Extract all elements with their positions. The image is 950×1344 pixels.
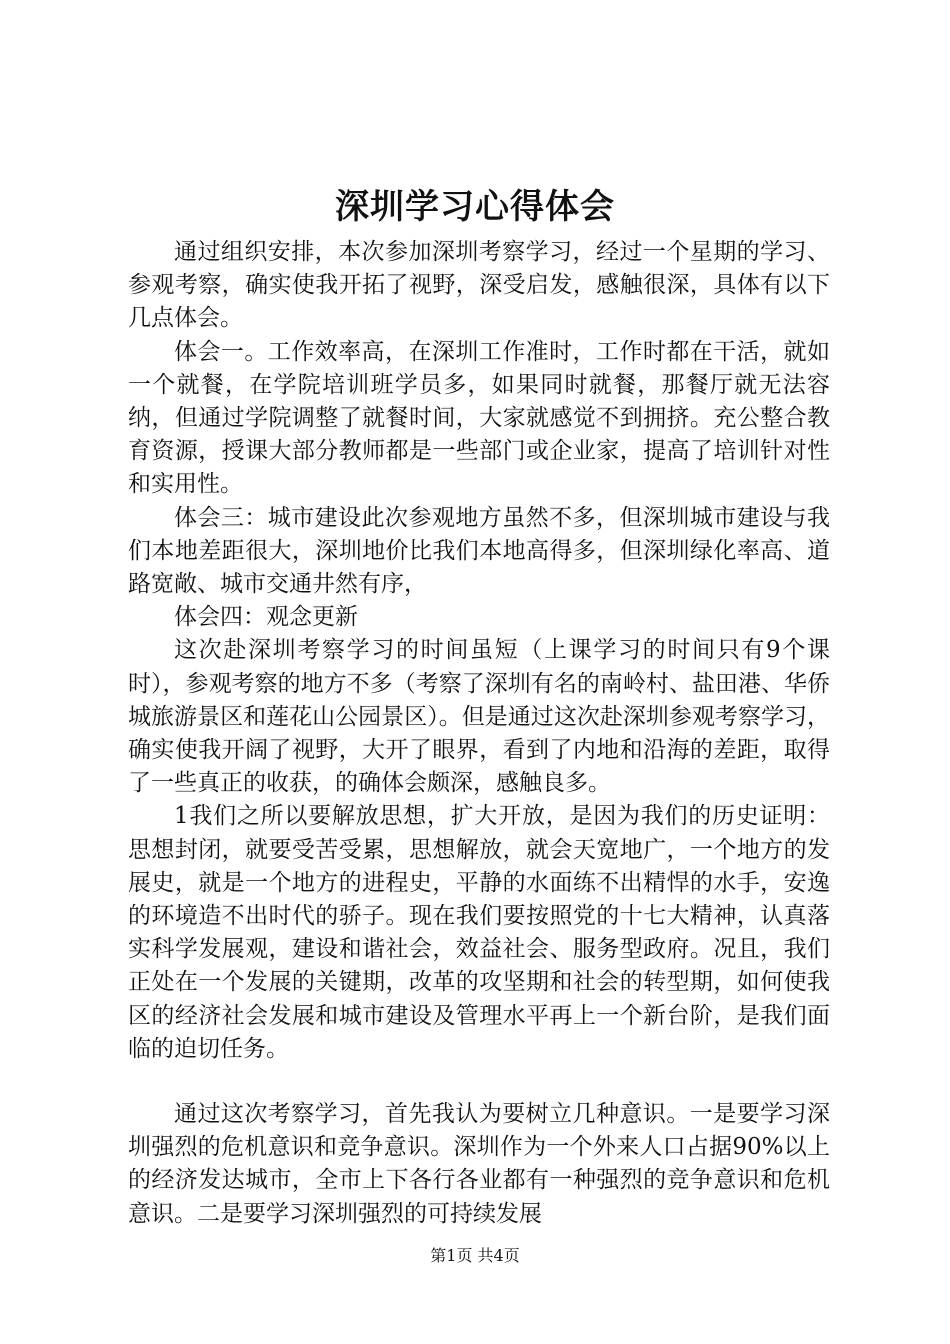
paragraph-point-one: 1我们之所以要解放思想，扩大开放，是因为我们的历史证明：思想封闭，就要受苦受累，思想解放，就会天宽地广，一个地方的发展史，就是一个地方的进程史，平静的水面练不出精悍的水手，安逸的环境造不出时代的骄子。现在我们要按照党的十七大精神，认真落实科学发展观，建设和谐社会，效益社会、服务型政府。况且，我们正处在一个发展的关键期，改革的攻坚期和社会的转型期，如何使我区的经济社会发展和城市建设及管理水平再上一个新台阶，是我们面临的迫切任务。 (128, 803, 830, 1062)
paragraph-insight-four-heading: 体会四：观念更新 (174, 604, 358, 631)
document-title: 深圳学习心得体会 (335, 187, 615, 227)
paragraph-insight-one: 体会一。工作效率高，在深圳工作准时，工作时都在干活，就如一个就餐，在学院培训班学员多，如果同时就餐，那餐厅就无法容纳，但通过学院调整了就餐时间，大家就感觉不到拥挤。充公整合教育资源，授课大部分教师都是一些部门或企业家，提高了培训针对性和实用性。 (128, 338, 830, 498)
paragraph-trip-summary: 这次赴深圳考察学习的时间虽短（上课学习的时间只有9个课时），参观考察的地方不多（考察了深圳有名的南岭村、盐田港、华侨城旅游景区和莲花山公园景区）。但是通过这次赴深圳参观考察学习，确实使我开阔了视野，大开了眼界，看到了内地和沿海的差距，取得了一些真正的收获，的确体会颇深，感触良多。 (128, 637, 830, 797)
paragraph-spacer (128, 1066, 830, 1098)
document-body (128, 236, 830, 1231)
paragraph-insight-three: 体会三：城市建设此次参观地方虽然不多，但深圳城市建设与我们本地差距很大，深圳地价比我们本地高得多，但深圳绿化率高、道路宽敞、城市交通井然有序， (128, 504, 830, 598)
paragraph-awareness: 通过这次考察学习，首先我认为要树立几种意识。一是要学习深圳强烈的危机意识和竞争意识。深圳作为一个外来人口占据90%以上的经济发达城市，全市上下各行各业都有一种强烈的竞争意识和危机意识。二是要学习深圳强烈的可持续发展 (128, 1101, 830, 1227)
paragraph-intro: 通过组织安排，本次参加深圳考察学习，经过一个星期的学习、参观考察，确实使我开拓了视野，深受启发，感触很深，具体有以下几点体会。 (128, 239, 830, 332)
page-footer: 第1页 共4页 (430, 1246, 520, 1265)
